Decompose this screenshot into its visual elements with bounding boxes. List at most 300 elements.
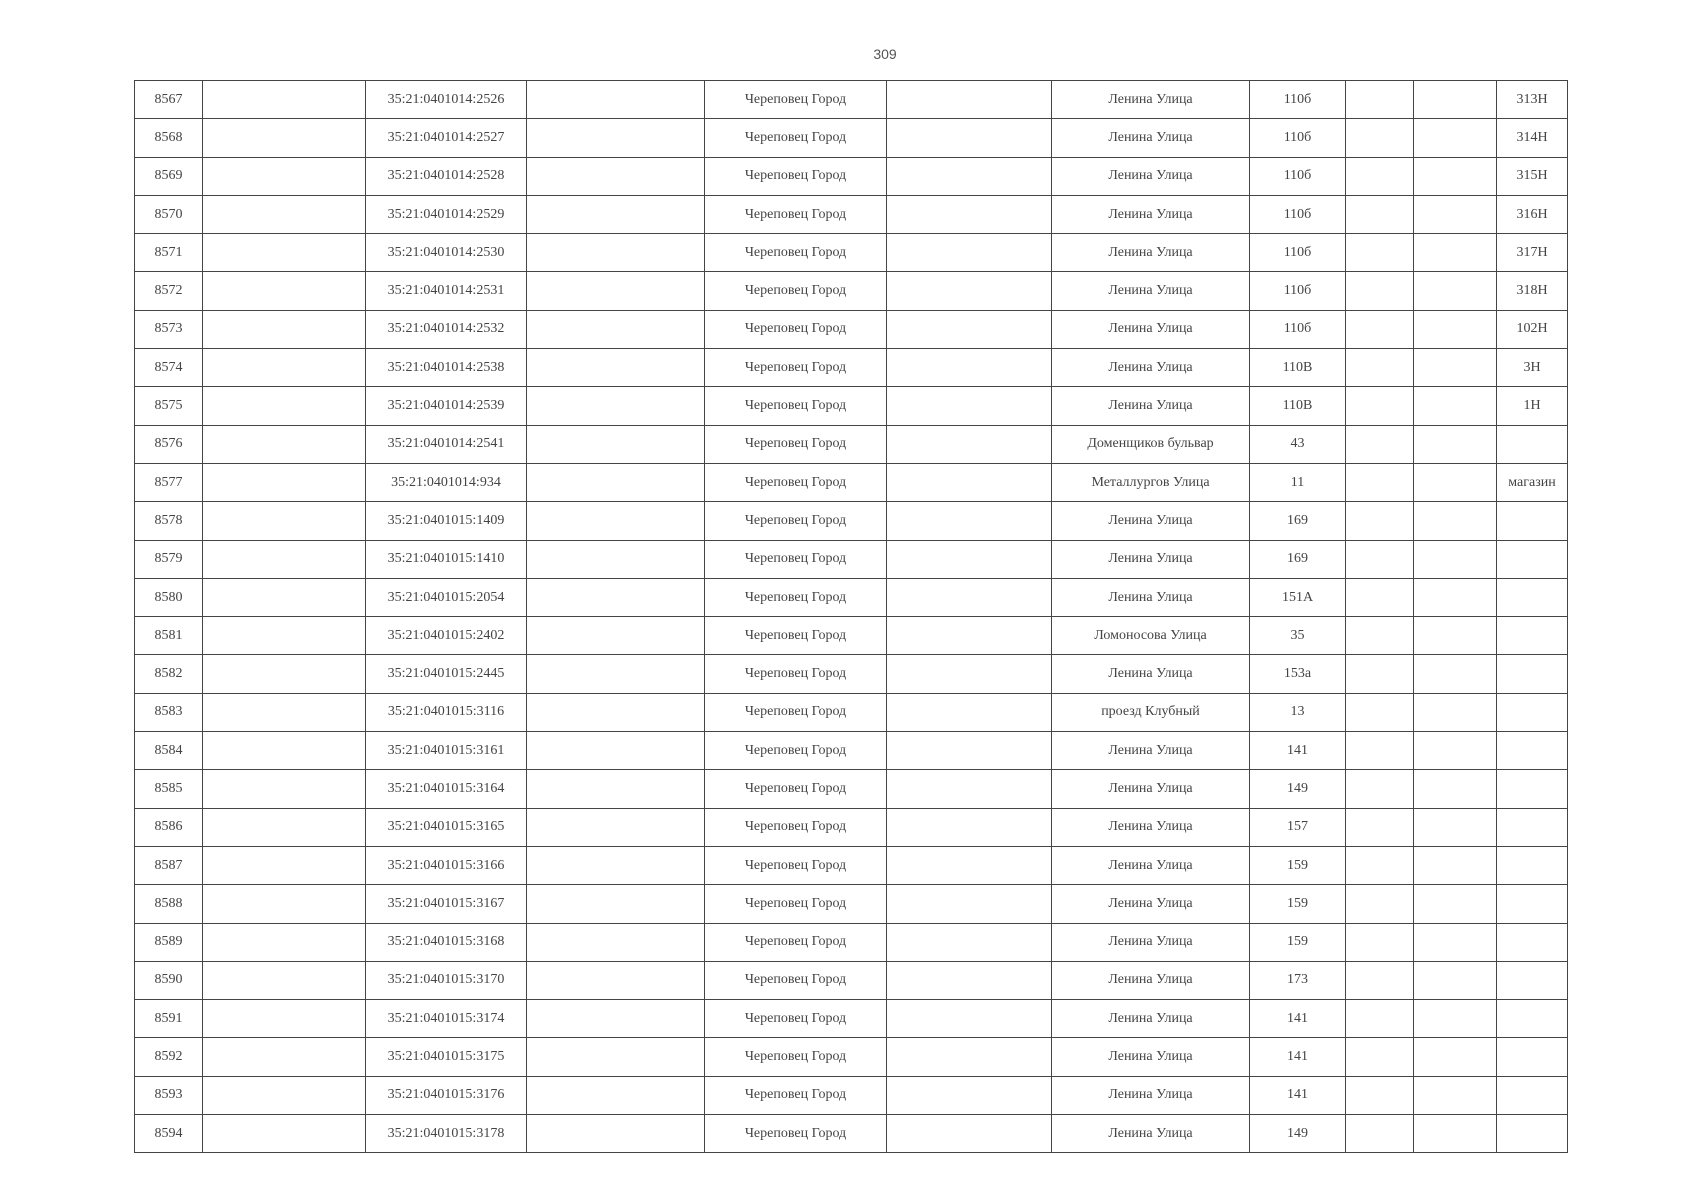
empty-cell bbox=[1346, 578, 1414, 616]
street-cell: Ленина Улица bbox=[1052, 846, 1250, 884]
city-cell: Череповец Город bbox=[705, 578, 887, 616]
house-number-cell: 110В bbox=[1250, 349, 1346, 387]
empty-cell bbox=[1414, 923, 1497, 961]
cadastral-number-cell: 35:21:0401015:2402 bbox=[366, 617, 527, 655]
empty-cell bbox=[887, 1115, 1052, 1153]
table-row bbox=[135, 234, 1568, 272]
street-cell: Ленина Улица bbox=[1052, 310, 1250, 348]
cadastral-number-cell: 35:21:0401015:3174 bbox=[366, 1000, 527, 1038]
table-row bbox=[135, 310, 1568, 348]
empty-cell bbox=[1414, 693, 1497, 731]
empty-cell bbox=[887, 617, 1052, 655]
empty-cell bbox=[1346, 387, 1414, 425]
empty-cell bbox=[1414, 502, 1497, 540]
room-cell bbox=[1497, 578, 1568, 616]
empty-cell bbox=[203, 387, 366, 425]
empty-cell bbox=[527, 119, 705, 157]
city-cell: Череповец Город bbox=[705, 387, 887, 425]
empty-cell bbox=[1346, 81, 1414, 119]
house-number-cell: 110В bbox=[1250, 387, 1346, 425]
empty-cell bbox=[203, 923, 366, 961]
house-number-cell: 110б bbox=[1250, 157, 1346, 195]
property-registry-table bbox=[134, 80, 1568, 1153]
empty-cell bbox=[1346, 310, 1414, 348]
empty-cell bbox=[1346, 502, 1414, 540]
street-cell: Ленина Улица bbox=[1052, 119, 1250, 157]
cadastral-number-cell: 35:21:0401014:2530 bbox=[366, 234, 527, 272]
house-number-cell: 13 bbox=[1250, 693, 1346, 731]
empty-cell bbox=[887, 1038, 1052, 1076]
row-number-cell: 8591 bbox=[135, 1000, 203, 1038]
empty-cell bbox=[1346, 540, 1414, 578]
empty-cell bbox=[527, 923, 705, 961]
house-number-cell: 35 bbox=[1250, 617, 1346, 655]
room-cell bbox=[1497, 808, 1568, 846]
empty-cell bbox=[1346, 463, 1414, 501]
table-row bbox=[135, 770, 1568, 808]
row-number-cell: 8586 bbox=[135, 808, 203, 846]
empty-cell bbox=[203, 808, 366, 846]
street-cell: проезд Клубный bbox=[1052, 693, 1250, 731]
empty-cell bbox=[887, 272, 1052, 310]
row-number-cell: 8589 bbox=[135, 923, 203, 961]
street-cell: Ленина Улица bbox=[1052, 732, 1250, 770]
table-row bbox=[135, 387, 1568, 425]
empty-cell bbox=[887, 1000, 1052, 1038]
street-cell: Ленина Улица bbox=[1052, 770, 1250, 808]
empty-cell bbox=[1346, 885, 1414, 923]
empty-cell bbox=[203, 885, 366, 923]
empty-cell bbox=[887, 234, 1052, 272]
cadastral-number-cell: 35:21:0401015:3167 bbox=[366, 885, 527, 923]
cadastral-number-cell: 35:21:0401015:3166 bbox=[366, 846, 527, 884]
row-number-cell: 8579 bbox=[135, 540, 203, 578]
empty-cell bbox=[527, 272, 705, 310]
table-row bbox=[135, 540, 1568, 578]
empty-cell bbox=[1414, 425, 1497, 463]
empty-cell bbox=[527, 1038, 705, 1076]
empty-cell bbox=[203, 961, 366, 999]
city-cell: Череповец Город bbox=[705, 425, 887, 463]
room-cell bbox=[1497, 617, 1568, 655]
empty-cell bbox=[887, 846, 1052, 884]
empty-cell bbox=[887, 502, 1052, 540]
street-cell: Ленина Улица bbox=[1052, 1000, 1250, 1038]
table-row bbox=[135, 923, 1568, 961]
empty-cell bbox=[527, 310, 705, 348]
empty-cell bbox=[203, 732, 366, 770]
empty-cell bbox=[1414, 387, 1497, 425]
table-row bbox=[135, 1000, 1568, 1038]
house-number-cell: 141 bbox=[1250, 1076, 1346, 1114]
empty-cell bbox=[887, 463, 1052, 501]
city-cell: Череповец Город bbox=[705, 961, 887, 999]
empty-cell bbox=[1414, 81, 1497, 119]
table-body bbox=[135, 81, 1568, 1153]
empty-cell bbox=[527, 655, 705, 693]
city-cell: Череповец Город bbox=[705, 272, 887, 310]
empty-cell bbox=[203, 234, 366, 272]
house-number-cell: 141 bbox=[1250, 1000, 1346, 1038]
cadastral-number-cell: 35:21:0401014:2541 bbox=[366, 425, 527, 463]
cadastral-number-cell: 35:21:0401015:3161 bbox=[366, 732, 527, 770]
empty-cell bbox=[1346, 1115, 1414, 1153]
house-number-cell: 110б bbox=[1250, 310, 1346, 348]
empty-cell bbox=[1414, 1000, 1497, 1038]
empty-cell bbox=[203, 1038, 366, 1076]
table-row bbox=[135, 272, 1568, 310]
empty-cell bbox=[887, 923, 1052, 961]
empty-cell bbox=[527, 808, 705, 846]
empty-cell bbox=[887, 885, 1052, 923]
empty-cell bbox=[1346, 119, 1414, 157]
city-cell: Череповец Город bbox=[705, 349, 887, 387]
cadastral-number-cell: 35:21:0401015:2054 bbox=[366, 578, 527, 616]
house-number-cell: 110б bbox=[1250, 195, 1346, 233]
room-cell: 1Н bbox=[1497, 387, 1568, 425]
street-cell: Ленина Улица bbox=[1052, 272, 1250, 310]
street-cell: Ленина Улица bbox=[1052, 502, 1250, 540]
city-cell: Череповец Город bbox=[705, 1076, 887, 1114]
cadastral-number-cell: 35:21:0401014:2526 bbox=[366, 81, 527, 119]
empty-cell bbox=[887, 961, 1052, 999]
empty-cell bbox=[527, 157, 705, 195]
house-number-cell: 169 bbox=[1250, 502, 1346, 540]
empty-cell bbox=[1346, 157, 1414, 195]
street-cell: Ленина Улица bbox=[1052, 1076, 1250, 1114]
room-cell: 317Н bbox=[1497, 234, 1568, 272]
room-cell bbox=[1497, 425, 1568, 463]
street-cell: Ленина Улица bbox=[1052, 195, 1250, 233]
empty-cell bbox=[203, 1000, 366, 1038]
empty-cell bbox=[1414, 349, 1497, 387]
room-cell bbox=[1497, 1076, 1568, 1114]
cadastral-number-cell: 35:21:0401015:3175 bbox=[366, 1038, 527, 1076]
street-cell: Ленина Улица bbox=[1052, 885, 1250, 923]
house-number-cell: 110б bbox=[1250, 81, 1346, 119]
empty-cell bbox=[203, 655, 366, 693]
city-cell: Череповец Город bbox=[705, 234, 887, 272]
empty-cell bbox=[1346, 1000, 1414, 1038]
street-cell: Ленина Улица bbox=[1052, 923, 1250, 961]
city-cell: Череповец Город bbox=[705, 693, 887, 731]
city-cell: Череповец Город bbox=[705, 157, 887, 195]
empty-cell bbox=[887, 540, 1052, 578]
house-number-cell: 157 bbox=[1250, 808, 1346, 846]
table-row bbox=[135, 1076, 1568, 1114]
cadastral-number-cell: 35:21:0401014:2539 bbox=[366, 387, 527, 425]
empty-cell bbox=[887, 770, 1052, 808]
row-number-cell: 8588 bbox=[135, 885, 203, 923]
house-number-cell: 169 bbox=[1250, 540, 1346, 578]
table-row bbox=[135, 693, 1568, 731]
house-number-cell: 159 bbox=[1250, 846, 1346, 884]
cadastral-number-cell: 35:21:0401015:3165 bbox=[366, 808, 527, 846]
table-row bbox=[135, 1038, 1568, 1076]
city-cell: Череповец Город bbox=[705, 463, 887, 501]
empty-cell bbox=[527, 732, 705, 770]
empty-cell bbox=[1414, 157, 1497, 195]
room-cell bbox=[1497, 693, 1568, 731]
empty-cell bbox=[1346, 1076, 1414, 1114]
room-cell bbox=[1497, 502, 1568, 540]
cadastral-number-cell: 35:21:0401014:2531 bbox=[366, 272, 527, 310]
empty-cell bbox=[887, 732, 1052, 770]
room-cell bbox=[1497, 1115, 1568, 1153]
city-cell: Череповец Город bbox=[705, 310, 887, 348]
house-number-cell: 141 bbox=[1250, 1038, 1346, 1076]
cadastral-number-cell: 35:21:0401015:3170 bbox=[366, 961, 527, 999]
row-number-cell: 8584 bbox=[135, 732, 203, 770]
empty-cell bbox=[527, 81, 705, 119]
street-cell: Ленина Улица bbox=[1052, 540, 1250, 578]
city-cell: Череповец Город bbox=[705, 119, 887, 157]
city-cell: Череповец Город bbox=[705, 885, 887, 923]
empty-cell bbox=[887, 387, 1052, 425]
empty-cell bbox=[1414, 195, 1497, 233]
row-number-cell: 8574 bbox=[135, 349, 203, 387]
empty-cell bbox=[1346, 961, 1414, 999]
empty-cell bbox=[887, 1076, 1052, 1114]
empty-cell bbox=[1414, 732, 1497, 770]
empty-cell bbox=[1414, 578, 1497, 616]
row-number-cell: 8571 bbox=[135, 234, 203, 272]
empty-cell bbox=[887, 195, 1052, 233]
table-row bbox=[135, 119, 1568, 157]
city-cell: Череповец Город bbox=[705, 1000, 887, 1038]
empty-cell bbox=[203, 1115, 366, 1153]
row-number-cell: 8594 bbox=[135, 1115, 203, 1153]
row-number-cell: 8585 bbox=[135, 770, 203, 808]
street-cell: Ленина Улица bbox=[1052, 961, 1250, 999]
empty-cell bbox=[1346, 846, 1414, 884]
street-cell: Ленина Улица bbox=[1052, 81, 1250, 119]
empty-cell bbox=[203, 770, 366, 808]
empty-cell bbox=[527, 540, 705, 578]
empty-cell bbox=[1414, 540, 1497, 578]
empty-cell bbox=[203, 195, 366, 233]
empty-cell bbox=[1414, 1115, 1497, 1153]
city-cell: Череповец Город bbox=[705, 195, 887, 233]
empty-cell bbox=[887, 310, 1052, 348]
street-cell: Ленина Улица bbox=[1052, 234, 1250, 272]
empty-cell bbox=[887, 81, 1052, 119]
empty-cell bbox=[527, 770, 705, 808]
empty-cell bbox=[1346, 693, 1414, 731]
empty-cell bbox=[203, 1076, 366, 1114]
cadastral-number-cell: 35:21:0401015:1409 bbox=[366, 502, 527, 540]
empty-cell bbox=[1414, 310, 1497, 348]
empty-cell bbox=[1414, 1076, 1497, 1114]
row-number-cell: 8578 bbox=[135, 502, 203, 540]
empty-cell bbox=[1414, 808, 1497, 846]
empty-cell bbox=[203, 540, 366, 578]
street-cell: Ломоносова Улица bbox=[1052, 617, 1250, 655]
empty-cell bbox=[527, 1115, 705, 1153]
cadastral-number-cell: 35:21:0401014:2529 bbox=[366, 195, 527, 233]
room-cell: 313Н bbox=[1497, 81, 1568, 119]
city-cell: Череповец Город bbox=[705, 770, 887, 808]
empty-cell bbox=[203, 157, 366, 195]
house-number-cell: 110б bbox=[1250, 119, 1346, 157]
empty-cell bbox=[1414, 119, 1497, 157]
empty-cell bbox=[1414, 1038, 1497, 1076]
table-row bbox=[135, 349, 1568, 387]
house-number-cell: 149 bbox=[1250, 1115, 1346, 1153]
row-number-cell: 8583 bbox=[135, 693, 203, 731]
empty-cell bbox=[527, 578, 705, 616]
empty-cell bbox=[1346, 1038, 1414, 1076]
empty-cell bbox=[887, 693, 1052, 731]
empty-cell bbox=[1346, 617, 1414, 655]
row-number-cell: 8568 bbox=[135, 119, 203, 157]
empty-cell bbox=[527, 195, 705, 233]
room-cell: 314Н bbox=[1497, 119, 1568, 157]
house-number-cell: 43 bbox=[1250, 425, 1346, 463]
house-number-cell: 173 bbox=[1250, 961, 1346, 999]
row-number-cell: 8576 bbox=[135, 425, 203, 463]
cadastral-number-cell: 35:21:0401014:2538 bbox=[366, 349, 527, 387]
empty-cell bbox=[203, 578, 366, 616]
cadastral-number-cell: 35:21:0401014:2528 bbox=[366, 157, 527, 195]
empty-cell bbox=[1346, 770, 1414, 808]
empty-cell bbox=[887, 157, 1052, 195]
street-cell: Ленина Улица bbox=[1052, 349, 1250, 387]
table-row bbox=[135, 195, 1568, 233]
empty-cell bbox=[1346, 425, 1414, 463]
empty-cell bbox=[203, 349, 366, 387]
house-number-cell: 151А bbox=[1250, 578, 1346, 616]
row-number-cell: 8572 bbox=[135, 272, 203, 310]
empty-cell bbox=[1346, 655, 1414, 693]
empty-cell bbox=[527, 1076, 705, 1114]
room-cell: магазин bbox=[1497, 463, 1568, 501]
row-number-cell: 8575 bbox=[135, 387, 203, 425]
table-row bbox=[135, 81, 1568, 119]
street-cell: Ленина Улица bbox=[1052, 157, 1250, 195]
cadastral-number-cell: 35:21:0401014:934 bbox=[366, 463, 527, 501]
empty-cell bbox=[203, 119, 366, 157]
street-cell: Ленина Улица bbox=[1052, 808, 1250, 846]
row-number-cell: 8593 bbox=[135, 1076, 203, 1114]
empty-cell bbox=[1346, 808, 1414, 846]
room-cell bbox=[1497, 961, 1568, 999]
empty-cell bbox=[1414, 885, 1497, 923]
empty-cell bbox=[527, 234, 705, 272]
table-row bbox=[135, 502, 1568, 540]
city-cell: Череповец Город bbox=[705, 540, 887, 578]
cadastral-number-cell: 35:21:0401014:2527 bbox=[366, 119, 527, 157]
empty-cell bbox=[1414, 846, 1497, 884]
empty-cell bbox=[887, 578, 1052, 616]
empty-cell bbox=[1414, 234, 1497, 272]
empty-cell bbox=[887, 655, 1052, 693]
row-number-cell: 8570 bbox=[135, 195, 203, 233]
table-row bbox=[135, 732, 1568, 770]
row-number-cell: 8580 bbox=[135, 578, 203, 616]
empty-cell bbox=[203, 617, 366, 655]
empty-cell bbox=[1346, 234, 1414, 272]
page-number: 309 bbox=[873, 46, 897, 62]
empty-cell bbox=[527, 387, 705, 425]
empty-cell bbox=[1346, 195, 1414, 233]
house-number-cell: 11 bbox=[1250, 463, 1346, 501]
house-number-cell: 149 bbox=[1250, 770, 1346, 808]
empty-cell bbox=[1346, 272, 1414, 310]
empty-cell bbox=[527, 425, 705, 463]
street-cell: Доменщиков бульвар bbox=[1052, 425, 1250, 463]
empty-cell bbox=[1414, 655, 1497, 693]
empty-cell bbox=[1414, 617, 1497, 655]
empty-cell bbox=[203, 846, 366, 884]
room-cell: 318Н bbox=[1497, 272, 1568, 310]
row-number-cell: 8587 bbox=[135, 846, 203, 884]
city-cell: Череповец Город bbox=[705, 808, 887, 846]
empty-cell bbox=[527, 846, 705, 884]
room-cell bbox=[1497, 1038, 1568, 1076]
cadastral-number-cell: 35:21:0401014:2532 bbox=[366, 310, 527, 348]
street-cell: Металлургов Улица bbox=[1052, 463, 1250, 501]
cadastral-number-cell: 35:21:0401015:1410 bbox=[366, 540, 527, 578]
row-number-cell: 8567 bbox=[135, 81, 203, 119]
empty-cell bbox=[203, 81, 366, 119]
empty-cell bbox=[203, 425, 366, 463]
cadastral-number-cell: 35:21:0401015:3168 bbox=[366, 923, 527, 961]
empty-cell bbox=[1346, 923, 1414, 961]
table-row bbox=[135, 425, 1568, 463]
city-cell: Череповец Город bbox=[705, 732, 887, 770]
row-number-cell: 8590 bbox=[135, 961, 203, 999]
city-cell: Череповец Город bbox=[705, 502, 887, 540]
house-number-cell: 141 bbox=[1250, 732, 1346, 770]
table-row bbox=[135, 885, 1568, 923]
room-cell: 316Н bbox=[1497, 195, 1568, 233]
empty-cell bbox=[203, 272, 366, 310]
empty-cell bbox=[527, 961, 705, 999]
empty-cell bbox=[887, 425, 1052, 463]
street-cell: Ленина Улица bbox=[1052, 387, 1250, 425]
city-cell: Череповец Город bbox=[705, 923, 887, 961]
empty-cell bbox=[527, 463, 705, 501]
row-number-cell: 8573 bbox=[135, 310, 203, 348]
empty-cell bbox=[887, 808, 1052, 846]
empty-cell bbox=[527, 1000, 705, 1038]
cadastral-number-cell: 35:21:0401015:3178 bbox=[366, 1115, 527, 1153]
row-number-cell: 8582 bbox=[135, 655, 203, 693]
empty-cell bbox=[527, 502, 705, 540]
table-row bbox=[135, 617, 1568, 655]
street-cell: Ленина Улица bbox=[1052, 1115, 1250, 1153]
street-cell: Ленина Улица bbox=[1052, 655, 1250, 693]
empty-cell bbox=[203, 463, 366, 501]
house-number-cell: 159 bbox=[1250, 923, 1346, 961]
row-number-cell: 8592 bbox=[135, 1038, 203, 1076]
row-number-cell: 8581 bbox=[135, 617, 203, 655]
empty-cell bbox=[1346, 732, 1414, 770]
street-cell: Ленина Улица bbox=[1052, 578, 1250, 616]
street-cell: Ленина Улица bbox=[1052, 1038, 1250, 1076]
table-row bbox=[135, 578, 1568, 616]
room-cell: 102Н bbox=[1497, 310, 1568, 348]
empty-cell bbox=[1414, 961, 1497, 999]
room-cell bbox=[1497, 846, 1568, 884]
room-cell bbox=[1497, 1000, 1568, 1038]
table-row bbox=[135, 961, 1568, 999]
row-number-cell: 8577 bbox=[135, 463, 203, 501]
empty-cell bbox=[527, 617, 705, 655]
room-cell: 3Н bbox=[1497, 349, 1568, 387]
table-row bbox=[135, 808, 1568, 846]
